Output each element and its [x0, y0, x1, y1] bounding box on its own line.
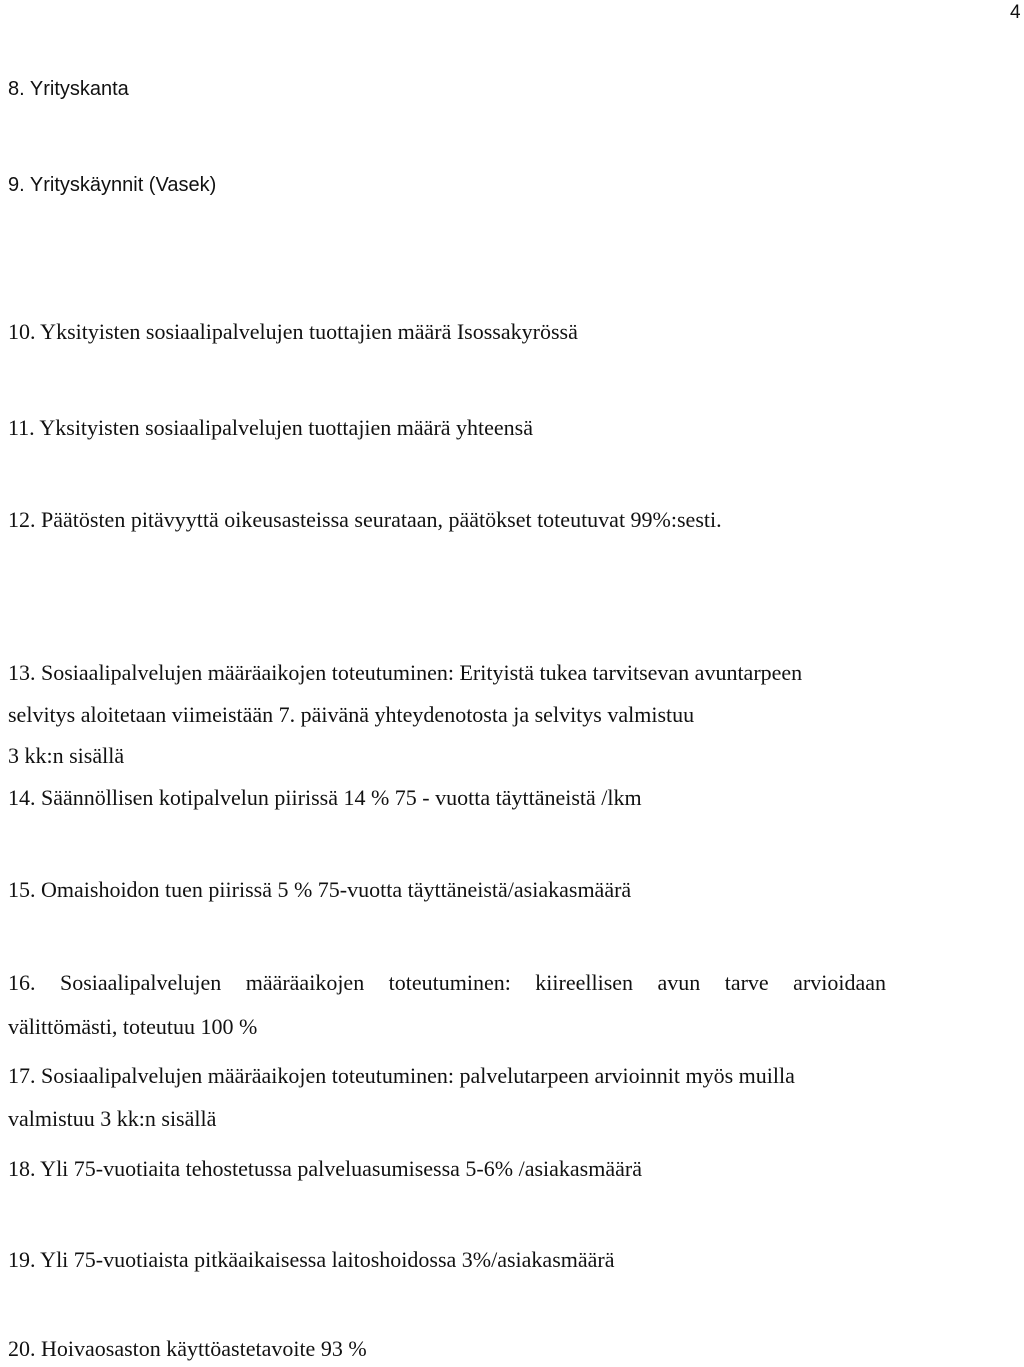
item-14-kotipalvelu: 14. Säännöllisen kotipalvelun piirissä 14 % 75 - vuotta täyttäneistä /lkm: [8, 785, 642, 810]
item-13-line-2: selvitys aloitetaan viimeistään 7. päivänä yhteydenotosta ja selvitys valmistuu: [8, 702, 695, 727]
item-11-tuottajat-yhteensa: 11. Yksityisten sosiaalipalvelujen tuottajien määrä yhteensä: [8, 415, 534, 440]
item-9-yrityskaynnit: 9. Yrityskäynnit (Vasek): [8, 174, 217, 196]
item-15-omaishoito: 15. Omaishoidon tuen piirissä 5 % 75-vuotta täyttäneistä/asiakasmäärä: [8, 877, 632, 902]
item-10-tuottajat-isossakyro: 10. Yksityisten sosiaalipalvelujen tuottajien määrä Isossakyrössä: [8, 319, 578, 344]
item-12-paatosten-pitavyys: 12. Päätösten pitävyyttä oikeusasteissa seurataan, päätökset toteutuvat 99%:sesti.: [8, 507, 722, 532]
item-18-palveluasuminen: 18. Yli 75-vuotiaita tehostetussa palveluasumisessa 5-6% /asiakasmäärä: [8, 1156, 642, 1181]
item-20-hoivaosasto: 20. Hoivaosaston käyttöastetavoite 93 %: [8, 1336, 367, 1361]
item-13-line-3: 3 kk:n sisällä: [8, 743, 125, 768]
item-19-laitoshoito: 19. Yli 75-vuotiaista pitkäaikaisessa laitoshoidossa 3%/asiakasmäärä: [8, 1247, 615, 1272]
item-13-line-1: 13. Sosiaalipalvelujen määräaikojen toteutuminen: Erityistä tukea tarvitsevan avuntarpeen: [8, 660, 803, 685]
item-17-line-2: valmistuu 3 kk:n sisällä: [8, 1106, 217, 1131]
item-17-line-1: 17. Sosiaalipalvelujen määräaikojen toteutuminen: palvelutarpeen arvioinnit myös muilla: [8, 1063, 795, 1088]
item-8-yrityskanta: 8. Yrityskanta: [8, 78, 129, 100]
page-number: 4: [1010, 2, 1021, 23]
item-16-line-2: välittömästi, toteutuu 100 %: [8, 1014, 258, 1039]
item-16-line-1: 16. Sosiaalipalvelujen määräaikojen toteutuminen: kiireellisen avun tarve arvioidaan: [8, 970, 886, 995]
